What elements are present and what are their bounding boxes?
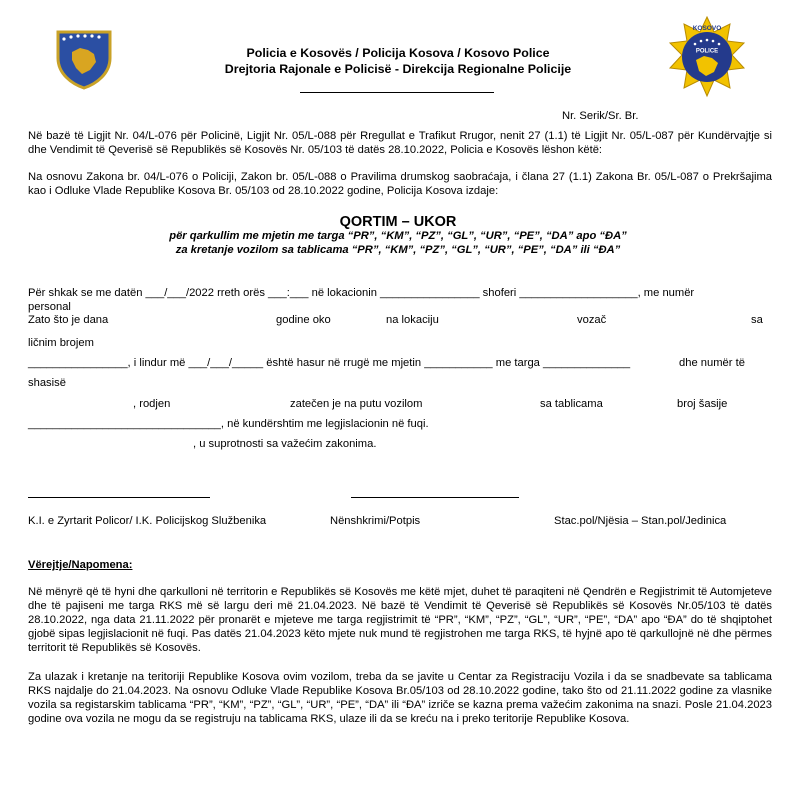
form-row-2-e: sa [751, 314, 763, 326]
notes-heading: Vërejtje/Napomena: [28, 559, 133, 571]
notes-paragraph-sr: Za ulazak i kretanje na teritoriji Republike Kosova ovim vozilom, treba da se javite u Centar za Registraciju Vozila i da se snadbevate sa tablicama RKS najdalje do 21.04.2023. Na osnovu Odluke Vlade Republike Kosova Br.05/103 od 28.10.2022 godine, tako što od 21.11.2022 godine za vlasnike vozila sa registarskim tablicama “PR”, “KM”, “PZ”, “GL”, “UR”, “PE”, “DA” ili “ĐA” izriče se kazna prema važećim zakonima na snazi. Posle 21.04.2023 godine ova vozila ne mogu da se registruju na tablicama RKS, ulaze ili da se kreću na i preko teritorije Republike Kosova. [28, 671, 772, 725]
signature-label-right: Stac.pol/Njësia – Stan.pol/Jedinica [554, 515, 727, 527]
intro-paragraph-sr: Na osnovu Zakona br. 04/L-076 o Policiji, Zakon br. 05/L-088 o Pravilima drumskog saobraćaja, i člana 27 (1.1) Zakona Br. 05/L-087 o Prekršajima kao i Odluke Vlade Republike Kosova Br. 05/103 od 28.10.2022 godine, Policija Kosova izdaje: [28, 171, 772, 197]
header-line-2: Drejtoria Rajonale e Policisë - Direkcija Regionalne Policije [224, 62, 572, 76]
intro-paragraph-sq: Në bazë të Ligjit Nr. 04/L-076 për Policinë, Ligjit Nr. 05/L-088 për Rregullat e Trafikut Rrugor, nenit 27 (1.1) të Ligjit Nr. 05/L-087 për Kundërvajtje si dhe Vendimit të Qeverisë së Republikës së Kosovës Nr. 05/103 të datës 28.10.2022, Policia e Kosovës lëshon këtë: [28, 130, 772, 156]
subtitle-sq: për qarkullim me mjetin me targa “PR”, “KM”, “PZ”, “GL”, “UR”, “PE”, “DA” apo “ĐA” [169, 230, 627, 242]
subtitle-sr: za kretanje vozilom sa tablicama “PR”, “KM”, “PZ”, “GL”, “UR”, “PE”, “DA” ili “ĐA” [175, 244, 621, 256]
form-row-5: shasisë [28, 377, 66, 389]
form-row-6-c: sa tablicama [540, 398, 603, 410]
form-row-4-a: ________________, i lindur më ___/___/_____ është hasur në rrugë me mjetin ___________ me targa ______________ [28, 357, 631, 369]
form-row-6-b: zatečen je na putu vozilom [290, 398, 423, 410]
signature-line-middle [351, 497, 519, 498]
signature-label-middle: Nënshkrimi/Potpis [330, 515, 421, 527]
form-row-2-a: Zato što je dana [28, 314, 109, 326]
serial-number-label: Nr. Serik/Sr. Br. [562, 110, 639, 122]
header-line-1: Policia e Kosovës / Policija Kosova / Kosovo Police [246, 46, 550, 60]
form-row-6-d: broj šasije [677, 398, 728, 410]
form-row-4-b: dhe numër të [679, 357, 745, 369]
form-row-1b: personal [28, 301, 71, 313]
header-rule [300, 92, 494, 93]
notes-paragraph-sq: Në mënyrë që të hyni dhe qarkulloni në territorin e Republikës së Kosovës me këtë mjet, duhet të paraqiteni në Qendrën e Regjistrimit të Automjeteve dhe të pajiseni me targa RKS më së largu deri më 21.04.2023. Në bazë të Vendimit të Qeverisë së Republikës së Kosovës Nr.05/103 të datës 28.10.2022, nga data 21.11.2022 për pronarët e mjeteve me targa regjistrimit të “PR”, “KM”, “PZ”, “GL”, “UR”, “PE”, “DA” apo “ĐA” do të shqiptohet gjobë sipas legjislacionit në fuqi. Pas datës 21.04.2023 këto mjete nuk mund të regjistrohen me targa RKS, të hyjnë apo të qarkullojnë në dhe përmes territorit të Republikës së Kosovës. [28, 586, 772, 654]
signature-line-left [28, 497, 210, 498]
signature-label-left: K.I. e Zyrtarit Policor/ I.K. Policijskog Službenika [28, 515, 267, 527]
form-row-7: _______________________________, në kundërshtim me legjislacionin në fuqi. [28, 418, 429, 430]
document-title: QORTIM – UKOR [339, 214, 457, 230]
form-row-8: , u suprotnosti sa važećim zakonima. [193, 438, 377, 450]
form-row-2-d: vozač [577, 314, 607, 326]
badge-top-text: KOSOVO [692, 25, 722, 32]
badge-band-text: POLICE [695, 48, 719, 55]
form-row-2-c: na lokaciju [386, 314, 439, 326]
form-row-2-b: godine oko [276, 314, 331, 326]
form-row-1: Për shkak se me datën ___/___/2022 rreth orës ___:___ në lokacionin ________________ shoferi ___________________, me numër [28, 287, 695, 299]
form-row-6-a: , rodjen [133, 398, 171, 410]
form-row-3: ličnim brojem [28, 337, 94, 349]
